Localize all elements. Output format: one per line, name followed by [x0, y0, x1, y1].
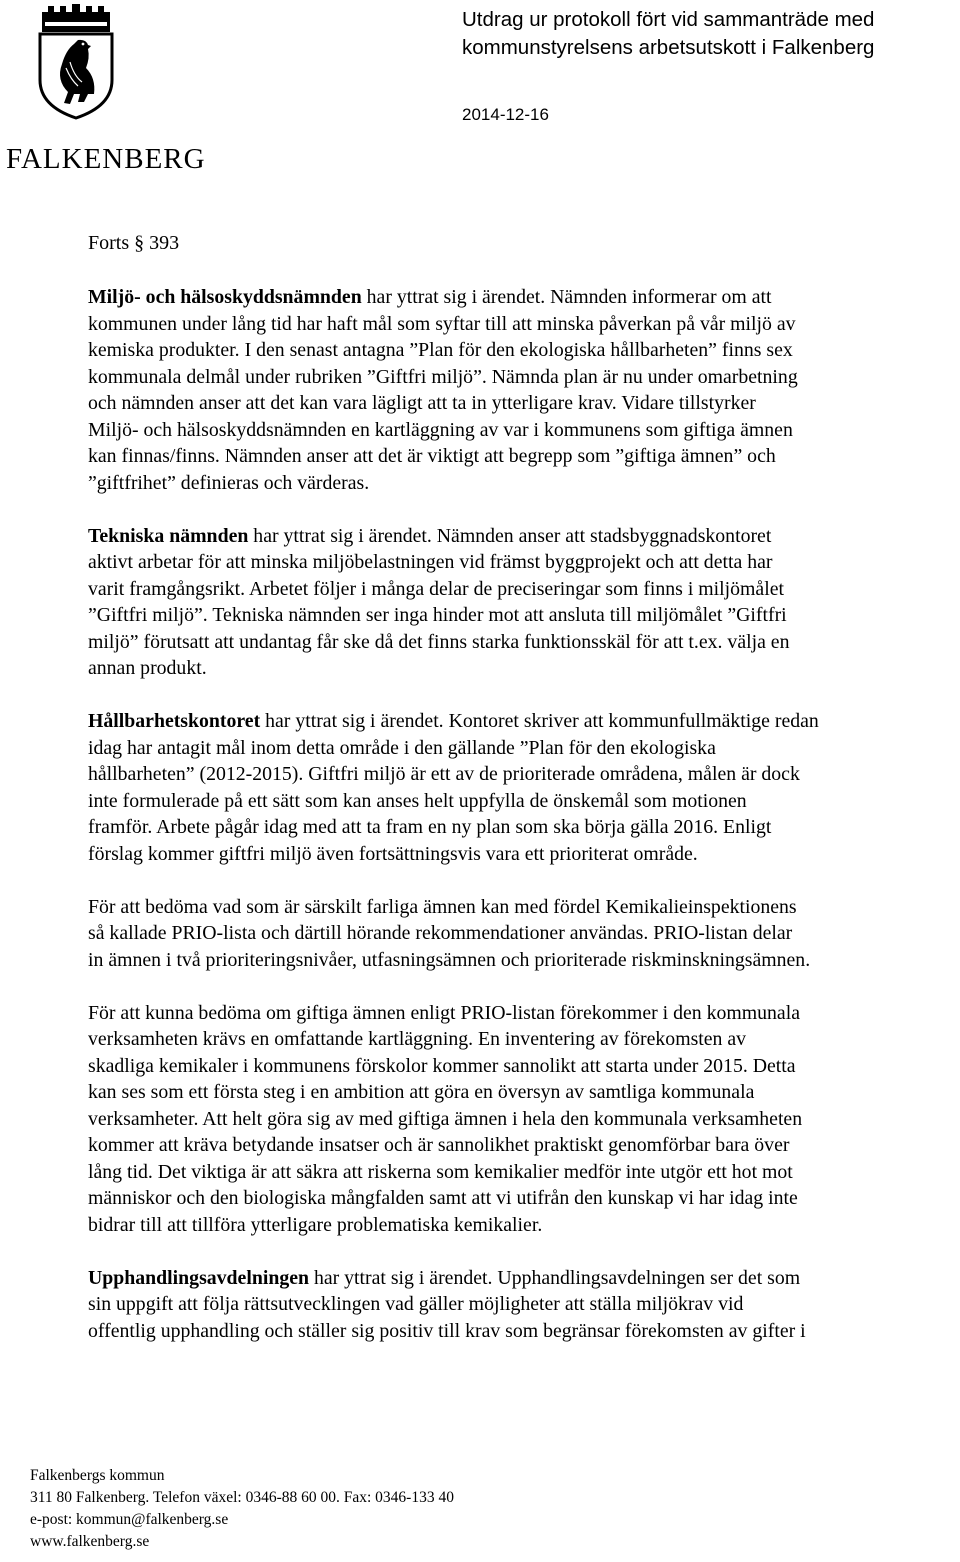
paragraph — [88, 1265, 960, 1345]
paragraph-line — [88, 708, 960, 735]
paragraph-line — [88, 1106, 960, 1133]
paragraph-line — [88, 655, 960, 682]
footer-address: 311 80 Falkenberg. Telefon växel: 0346-88 60 00. Fax: 0346-133 40 — [30, 1489, 454, 1506]
text-run: in ämnen i två prioriteringsnivåer, utfasningsämnen och prioriterade riskminskningsämnen. — [88, 948, 811, 971]
footer-contact — [30, 1465, 454, 1553]
paragraph — [88, 894, 960, 974]
text-run: kommunen under lång tid har haft mål som syftar till att minska påverkan på vår miljö av — [88, 312, 796, 335]
text-run: offentlig upphandling och ställer sig positiv till krav som begränsar förekomsten av gifter i — [88, 1319, 806, 1342]
paragraph-line — [88, 1185, 960, 1212]
meeting-date: 2014-12-16 — [462, 105, 549, 124]
text-run: så kallade PRIO-lista och därtill hörande rekommendationer användas. PRIO-listan delar — [88, 922, 793, 944]
text-run: varit framgångsrikt. Arbetet följer i många delar de preciseringar som finns i miljömålet — [88, 577, 784, 600]
text-run: kommer att kräva betydande insatser och är sannolikhet praktiskt genomförbar bara över — [88, 1134, 790, 1156]
paragraph-line — [88, 629, 960, 656]
paragraph — [88, 1000, 960, 1239]
paragraph-line — [88, 1318, 960, 1345]
paragraph — [88, 284, 960, 496]
paragraph-line — [88, 1079, 960, 1106]
text-run: miljö” förutsatt att undantag får ske då det finns starka funktionsskäl för att t.ex. välja en — [88, 630, 790, 653]
paragraph-line — [88, 1291, 960, 1318]
paragraph-line — [88, 1026, 960, 1053]
paragraph-line — [88, 947, 960, 974]
text-run: För att kunna bedöma om giftiga ämnen enligt PRIO-listan förekommer i den kommunala — [88, 1001, 800, 1024]
text-run: idag har antagit mål inom detta område i den gällande ”Plan för den ekologiska — [88, 736, 716, 759]
paragraph-line — [88, 1000, 960, 1027]
paragraph-line — [88, 364, 960, 391]
paragraph-line — [88, 1265, 960, 1292]
body-name-heading: Upphandlingsavdelningen — [88, 1266, 309, 1289]
text-run: människor och den biologiska mångfalden samt att vi utifrån den kunskap vi har idag inte — [88, 1187, 798, 1209]
text-run: framför. Arbete pågår idag med att ta fram en ny plan som ska börja gälla 2016. Enligt — [88, 816, 772, 838]
paragraph-line — [88, 602, 960, 629]
footer-website: www.falkenberg.se — [30, 1533, 150, 1550]
paragraph-line — [88, 788, 960, 815]
paragraph-line — [88, 576, 960, 603]
paragraph-line — [88, 761, 960, 788]
text-run: För att bedöma vad som är särskilt farliga ämnen kan med fördel Kemikalieinspektionens — [88, 895, 797, 918]
text-run: sin uppgift att följa rättsutvecklingen vad gäller möjligheter att ställa miljökrav vid — [88, 1293, 744, 1315]
text-run: Miljö- och hälsoskyddsnämnden en kartläggning av var i kommunens som giftiga ämnen — [88, 418, 793, 441]
paragraph-line — [88, 390, 960, 417]
text-run: har yttrat sig i ärendet. Kontoret skriver att kommunfullmäktige redan — [260, 710, 819, 732]
paragraph — [88, 523, 960, 682]
document-title-line: kommunstyrelsens arbetsutskott i Falkenberg — [462, 36, 875, 59]
paragraph-line — [88, 1159, 960, 1186]
text-run: annan produkt. — [88, 657, 207, 679]
body-name-heading: Hållbarhetskontoret — [88, 710, 261, 732]
falkenberg-wordmark: FALKENBERG — [6, 143, 206, 175]
paragraph-line — [88, 523, 960, 550]
text-run: och nämnden anser att det kan vara lägligt att ta in ytterligare krav. Vidare tillstyrker — [88, 392, 756, 414]
text-run: kan finnas/finns. Nämnden anser att det är viktigt att begrepp som ”giftiga ämnen” och — [88, 445, 776, 467]
document-title-line: Utdrag ur protokoll fört vid sammanträde med — [462, 8, 875, 31]
paragraph — [88, 708, 960, 867]
text-run: hållbarheten” (2012-2015). Giftfri miljö är ett av de prioriterade områdena, målen är dock — [88, 763, 800, 785]
text-run: förslag kommer giftfri miljö även fortsättningsvis vara ett prioriterat område. — [88, 842, 698, 865]
body-name-heading: Tekniska nämnden — [88, 524, 249, 547]
text-run: verksamheter. Att helt göra sig av med giftiga ämnen i hela den kommunala verksamheten — [88, 1107, 803, 1130]
text-run: kommunala delmål under rubriken ”Giftfri miljö”. Nämnda plan är nu under omarbetning — [88, 365, 798, 388]
text-run: kemiska produkter. I den senast antagna ”Plan för den ekologiska hållbarheten” finns sex — [88, 339, 793, 361]
paragraph-line — [88, 920, 960, 947]
paragraph-line — [88, 549, 960, 576]
text-run: har yttrat sig i ärendet. Nämnden informerar om att — [361, 286, 772, 308]
body-name-heading: Miljö- och hälsoskyddsnämnden — [88, 286, 362, 308]
paragraph-line — [88, 894, 960, 921]
paragraph-line — [88, 814, 960, 841]
section-reference: Forts § 393 — [88, 232, 180, 254]
text-run: verksamheten krävs en omfattande kartläggning. En inventering av förekomsten av — [88, 1028, 747, 1050]
text-run: aktivt arbetar för att minska miljöbelastningen vid främst byggprojekt och att detta har — [88, 551, 773, 573]
crest-crown — [42, 4, 110, 32]
document-title — [462, 6, 874, 62]
falkenberg-coat-of-arms — [38, 2, 114, 120]
paragraph-line — [88, 470, 960, 497]
paragraph-line — [88, 311, 960, 338]
footer-email: e-post: kommun@falkenberg.se — [30, 1511, 229, 1528]
footer-org-name: Falkenbergs kommun — [30, 1467, 165, 1484]
text-run: har yttrat sig i ärendet. Upphandlingsavdelningen ser det som — [309, 1266, 801, 1289]
paragraph-line — [88, 1132, 960, 1159]
text-run: har yttrat sig i ärendet. Nämnden anser att stadsbyggnadskontoret — [248, 524, 772, 547]
paragraph-line — [88, 417, 960, 444]
text-run: bidrar till att tillföra ytterligare problematiska kemikalier. — [88, 1213, 543, 1236]
text-run: inte formulerade på ett sätt som kan anses helt uppfylla de önskemål som motionen — [88, 789, 747, 812]
paragraph-line — [88, 735, 960, 762]
text-run: ”giftfrihet” definieras och värderas. — [88, 471, 370, 494]
text-run: kan ses som ett första steg i en ambition att göra en översyn av samtliga kommunala — [88, 1081, 755, 1103]
paragraph-line — [88, 1053, 960, 1080]
paragraph-line — [88, 1212, 960, 1239]
protocol-body — [88, 284, 960, 1344]
text-run: lång tid. Det viktiga är att säkra att riskerna som kemikalier medför inte utgör ett hot mot — [88, 1160, 793, 1183]
paragraph-line — [88, 443, 960, 470]
paragraph-line — [88, 284, 960, 311]
text-run: skadliga kemikaler i kommunens förskolor kommer sannolikt att starta under 2015. Detta — [88, 1054, 796, 1077]
paragraph-line — [88, 337, 960, 364]
paragraph-line — [88, 841, 960, 868]
text-run: ”Giftfri miljö”. Tekniska nämnden ser inga hinder mot att ansluta till miljömålet ”Giftfri — [88, 604, 787, 626]
